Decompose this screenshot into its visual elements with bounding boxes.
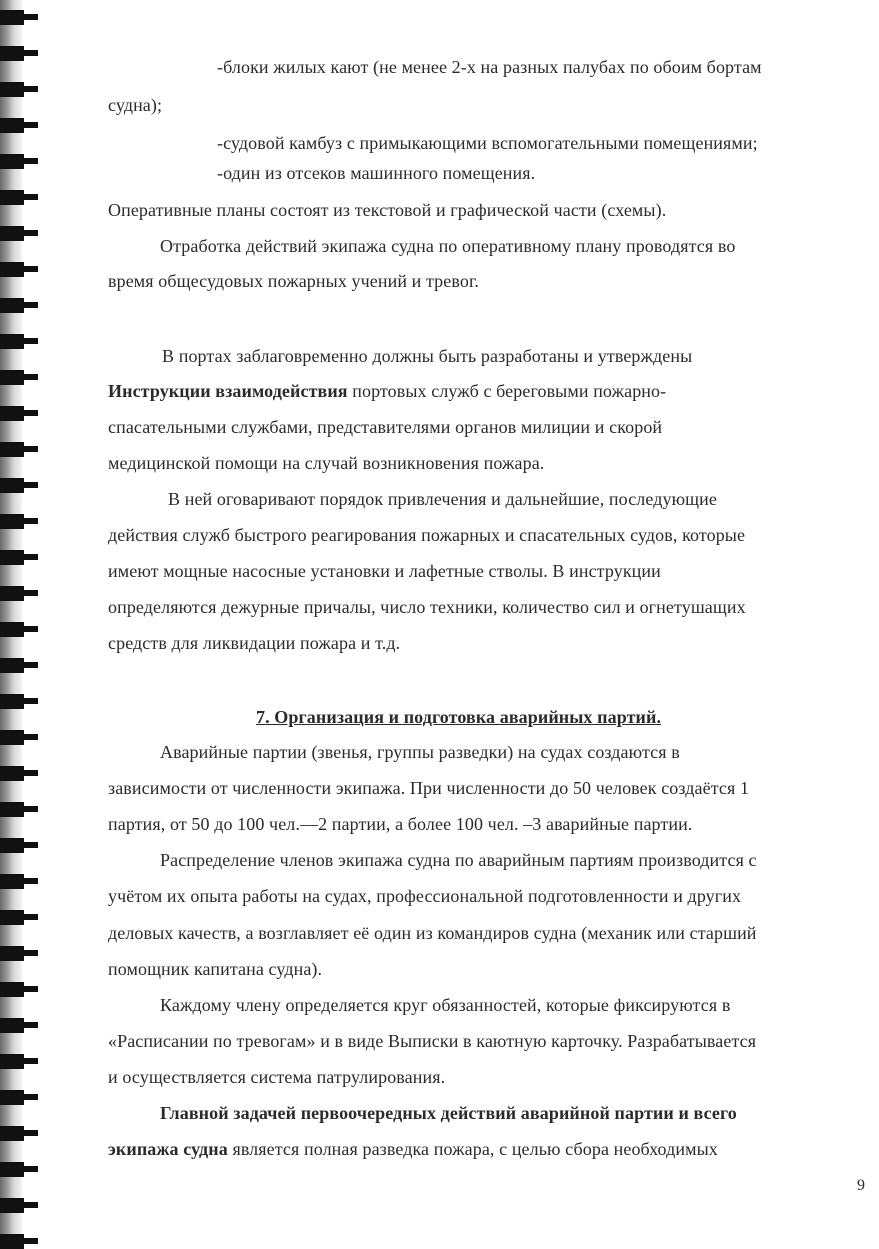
binding-ring [0, 586, 24, 601]
binding-ring [0, 1090, 24, 1105]
paragraph-line: помощник капитана судна). [108, 959, 323, 979]
binding-ring [0, 82, 24, 97]
paragraph-line: деловых качеств, а возглавляет её один из командиров судна (механик или старший [108, 923, 757, 943]
binding-ring [0, 226, 24, 241]
binding-ring [0, 874, 24, 889]
paragraph-line: учётом их опыта работы на судах, профессиональной подготовленности и других [108, 886, 742, 906]
binding-ring [0, 622, 24, 637]
paragraph-line: В ней оговаривают порядок привлечения и дальнейшие, последующие [168, 489, 717, 509]
binding-ring [0, 802, 24, 817]
binding-ring [0, 190, 24, 205]
binding-ring [0, 262, 24, 277]
binding-ring [0, 298, 24, 313]
paragraph-line: спасательными службами, представителями органов милиции и скорой [108, 417, 663, 437]
paragraph-line: действия служб быстрого реагирования пожарных и спасательных судов, которые [108, 525, 746, 545]
binding-ring [0, 1198, 24, 1213]
binding-ring [0, 946, 24, 961]
list-item-engine-room: -один из отсеков машинного помещения. [217, 163, 536, 183]
binding-ring [0, 730, 24, 745]
paragraph-line: средств для ликвидации пожара и т.д. [108, 633, 401, 653]
binding-ring [0, 550, 24, 565]
list-item-galley: -судовой камбуз с примыкающими вспомогательными помещениями; [217, 133, 758, 153]
paragraph-line: зависимости от численности экипажа. При численности до 50 человек создаётся 1 [108, 778, 750, 798]
paragraph-line: Каждому члену определяется круг обязанностей, которые фиксируются в [160, 995, 731, 1015]
binding-ring [0, 46, 24, 61]
paragraph-line: Распределение членов экипажа судна по аварийным партиям производится с [160, 850, 757, 870]
paragraph-line: Главной задачей первоочередных действий аварийной партии и всего [160, 1103, 737, 1123]
line-text: является полная разведка пожара, с целью сбора необходимых [227, 1139, 718, 1159]
binding-ring [0, 118, 24, 133]
paragraph-line [108, 380, 666, 402]
binding-ring [0, 766, 24, 781]
binding-ring [0, 1234, 24, 1249]
binding-ring [0, 370, 24, 385]
spiral-binding [0, 0, 22, 1248]
binding-ring [0, 514, 24, 529]
binding-ring [0, 406, 24, 421]
paragraph-line: время общесудовых пожарных учений и тревог. [108, 271, 479, 291]
paragraph-line: медицинской помощи на случай возникновения пожара. [108, 453, 545, 473]
binding-ring [0, 10, 24, 25]
binding-ring [0, 658, 24, 673]
binding-ring [0, 838, 24, 853]
paragraph-line: Оперативные планы состоят из текстовой и графической части (схемы). [108, 200, 667, 220]
paragraph-line: Аварийные партии (звенья, группы разведки) на судах создаются в [160, 742, 680, 762]
binding-ring [0, 478, 24, 493]
paragraph-line: «Расписании по тревогам» и в виде Выписки в каютную карточку. Разрабатывается [108, 1031, 757, 1051]
paragraph-line: партия, от 50 до 100 чел.—2 партии, а более 100 чел. –3 аварийные партии. [108, 814, 693, 834]
binding-ring [0, 1054, 24, 1069]
binding-ring [0, 154, 24, 169]
line-text: портовых служб с береговыми пожарно- [347, 381, 667, 401]
paragraph-line: имеют мощные насосные установки и лафетные стволы. В инструкции [108, 561, 661, 581]
page-number: 9 [857, 1177, 865, 1194]
binding-ring [0, 442, 24, 457]
binding-ring [0, 1018, 24, 1033]
paragraph-line [108, 1138, 718, 1160]
binding-ring [0, 910, 24, 925]
bold-term: Инструкции взаимодействия [108, 381, 348, 401]
binding-ring [0, 694, 24, 709]
binding-ring [0, 1126, 24, 1141]
list-item-living-cabins: -блоки жилых кают (не менее 2-х на разных палубах по обоим бортам [217, 57, 762, 77]
bold-term: экипажа судна [108, 1139, 228, 1159]
paragraph-line: и осуществляется система патрулирования. [108, 1067, 446, 1087]
binding-ring [0, 334, 24, 349]
paragraph-line: Отработка действий экипажа судна по оперативному плану проводятся во [160, 236, 736, 256]
section-heading: 7. Организация и подготовка аварийных партий. [256, 707, 662, 727]
binding-ring [0, 1162, 24, 1177]
list-item-continuation: судна); [108, 95, 163, 115]
paragraph-line: В портах заблаговременно должны быть разработаны и утверждены [162, 346, 693, 366]
binding-ring [0, 982, 24, 997]
paragraph-line: определяются дежурные причалы, число техники, количество сил и огнетушащих [108, 597, 746, 617]
